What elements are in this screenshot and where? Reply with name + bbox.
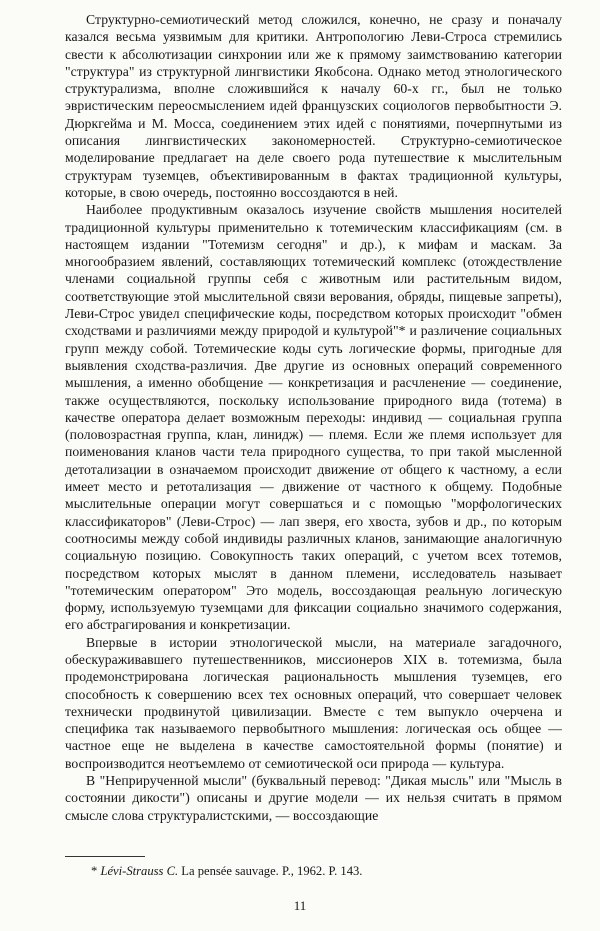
footnote-divider <box>65 856 145 857</box>
footnote-citation: La pensée sauvage. P., 1962. P. 143. <box>178 864 363 878</box>
paragraph-2: Наиболее продуктивным оказалось изучение свойств мышления носителей традиционной культуры применительно к тотемическим классификациям (см. в настоящем издании "Тотемизм сегодня" и др.), к мифам и маскам. За многообразием явлений, составляющих тотемический комплекс (отождествление членами социальной группы себя с животным или растительным видом, соответствующие этой мыслительной связи верования, обряды, пищевые запреты), Леви-Строс увидел специфические коды, посредством которых происходит "обмен сходствами и различиями между природой и культурой"* и различение социальных групп между собой. Тотемические коды суть логические формы, пригодные для выявления сходства-различия. Две другие из основных операций современного мышления, а именно обобщение — конкретизация и расчленение — соединение, также осуществляются, поскольку использование природного вида (тотема) в качестве оператора делает возможным переходы: индивид — социальная группа (половозрастная группа, клан, линидж) — племя. Если же племя использует для поименования кланов части тела природного существа, то при такой мысленной детотализации в означаемом происходит движение от общего к частному, а если имеет место и ретотализация — движение от частного к общему. Подобные мыслительные операции могут совершаться и с помощью "морфологических классификаторов" (Леви-Строс) — лап зверя, его хвоста, зубов и др., по которым соотносимы между собой индивиды различных кланов, занимающие аналогичную социальную позицию. Совокупность таких операций, с учетом всех тотемов, посредством которых мыслят в данном племени, исследователь называет "тотемическим оператором" Это модель, воссоздающая реальную логическую форму, используемую туземцами для фиксации социально значимого содержания, его абстрагирования и конкретизации. <box>65 202 562 633</box>
footnote-marker: * <box>91 864 101 878</box>
body-text <box>65 11 562 824</box>
paragraph-3: Впервые в истории этнологической мысли, на материале загадочного, обескураживавшего путешественников, миссионеров XIX в. тотемизма, была продемонстрирована логическая рациональность мышления туземцев, его способность к совершению всех тех основных операций, что совершает человек технически продвинутой цивилизации. Вместе с тем выпукло очерчена и специфика так называемого первобытного мышления: логическая ось общее — частное еще не выделена в качестве самостоятельной формы (понятие) и воспроизводится неотъемлемо от семиотической оси природа — культура. <box>65 634 562 771</box>
page-number: 11 <box>293 898 307 913</box>
footnote-author: Lévi-Strauss C. <box>100 864 179 878</box>
paragraph-1: Структурно-семиотический метод сложился, конечно, не сразу и поначалу казался весьма уязвимым для критики. Антропологию Леви-Строса стремились свести к абсолютизации синхронии или же к прямому заимствованию категории "структура" из структурной лингвистики Якобсона. Однако метод этнологического структурализма, вполне сложившийся к началу 60-х гг., был не только эвристическим переосмыслением идей французских социологов первобытности Э. Дюркгейма и М. Мосса, соединением этих идей с понятиями, почерпнутыми из описания лингвистических закономерностей. Структурно-семиотическое моделирование предлагает на деле своего рода путешествие к мыслительным структурам туземцев, объективированным в фактах традиционной культуры, которые, в свою очередь, постоянно воссоздаются в ней. <box>65 12 562 200</box>
paragraph-4: В "Неприрученной мысли" (буквальный перевод: "Дикая мысль" или "Мысль в состоянии дикости") описаны и другие модели — их нельзя считать в прямом смысле слова структуралистскими, — воссоздающие <box>65 773 562 823</box>
footnote <box>91 863 362 879</box>
